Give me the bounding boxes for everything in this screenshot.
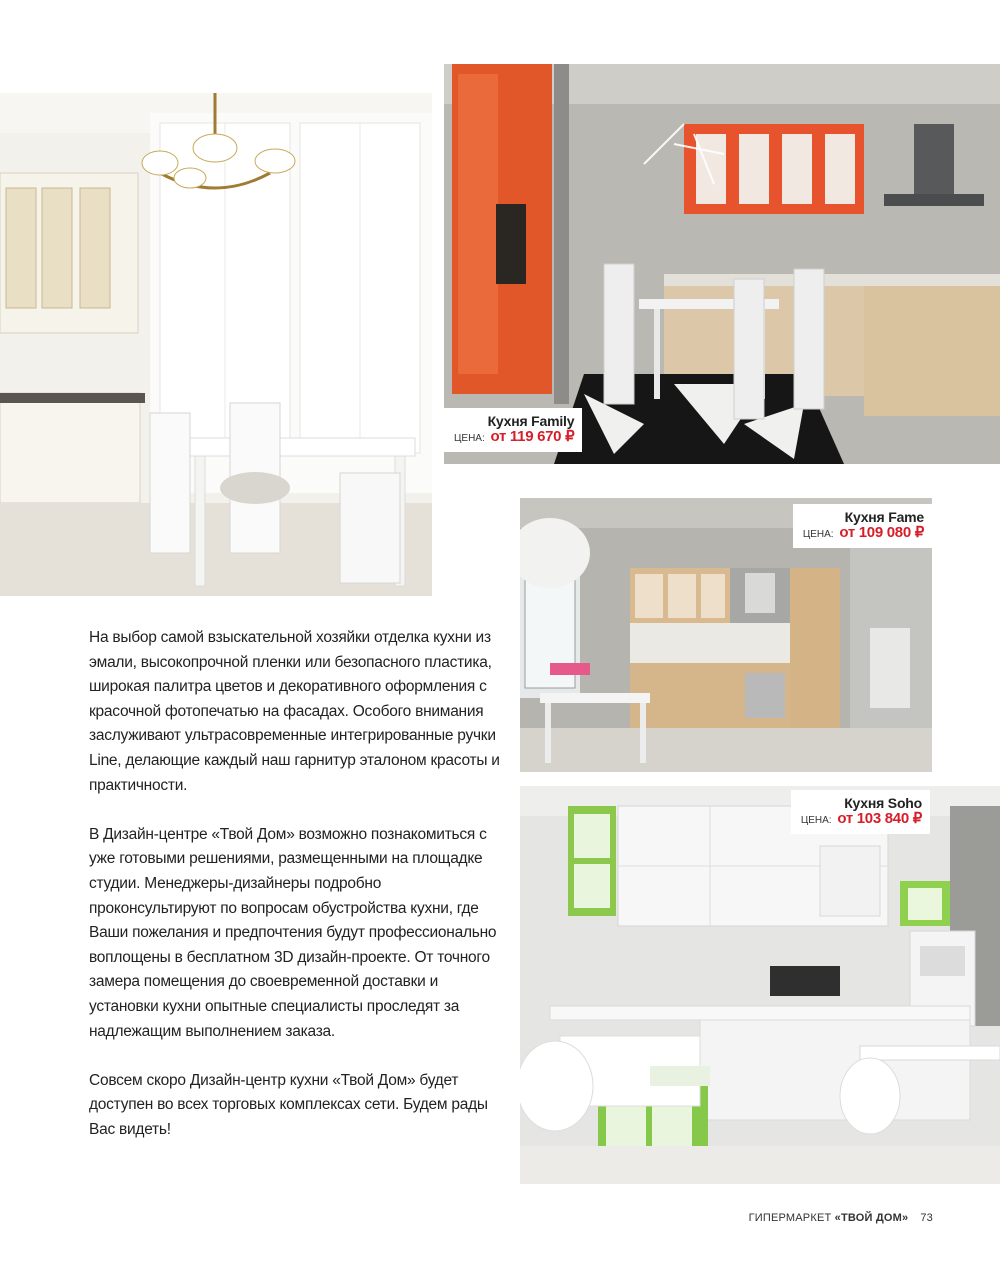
- price-row: [803, 525, 924, 542]
- family-kitchen-photo: [444, 64, 1000, 464]
- soho-kitchen-photo: [520, 786, 1000, 1184]
- price-value: от 109 080 ₽: [839, 524, 924, 542]
- kitchen-name: Кухня Family: [487, 413, 575, 429]
- article-body: [89, 626, 501, 1167]
- price-prefix: ЦЕНА:: [454, 433, 485, 445]
- price-prefix: ЦЕНА:: [800, 815, 832, 827]
- family-price-label: [444, 408, 582, 452]
- magazine-brand: «ТВОЙ ДОМ»: [834, 1212, 909, 1224]
- kitchen-name: Кухня Fame: [844, 509, 924, 525]
- page-footer: [749, 1212, 933, 1224]
- page-number: 73: [920, 1212, 933, 1224]
- fame-price-label: [793, 504, 932, 548]
- price-value: от 103 840 ₽: [837, 810, 922, 828]
- price-row: [454, 429, 574, 446]
- article-paragraph: Совсем скоро Дизайн-центр кухни «Твой Дом» будет доступен во всех торговых комплексах сети. Будем рады Вас видеть!: [89, 1071, 488, 1138]
- price-value: от 119 670 ₽: [490, 428, 575, 446]
- classic-kitchen-photo: [0, 93, 432, 596]
- magazine-prefix: ГИПЕРМАРКЕТ: [748, 1212, 835, 1224]
- article-paragraph: На выбор самой взыскательной хозяйки отделка кухни из эмали, высокопрочной пленки или безопасного пластика, широкая палитра цветов и декоративного оформления с красочной фотопечатью на фасадах. Особого внимания заслуживают ультрасовременные интегрированные ручки Line, делающие каждый наш гарнитур эталоном красоты и практичности.: [89, 629, 500, 794]
- soho-price-label: [791, 790, 930, 834]
- kitchen-name: Кухня Soho: [844, 795, 922, 811]
- article-paragraph: В Дизайн-центре «Твой Дом» возможно познакомиться с уже готовыми решениями, размещенными на площадке студии. Менеджеры-дизайнеры подробно проконсультируют по вопросам обустройства кухни, где Ваши пожелания и предпочтения будут профессионально воплощены в бесплатном 3D дизайн-проекте. От точного замера помещения до своевременной доставки и установки кухни опытные специалисты проследят за надлежащим выполнением заказа.: [89, 825, 497, 1040]
- price-prefix: ЦЕНА:: [802, 529, 834, 541]
- price-row: [801, 811, 922, 828]
